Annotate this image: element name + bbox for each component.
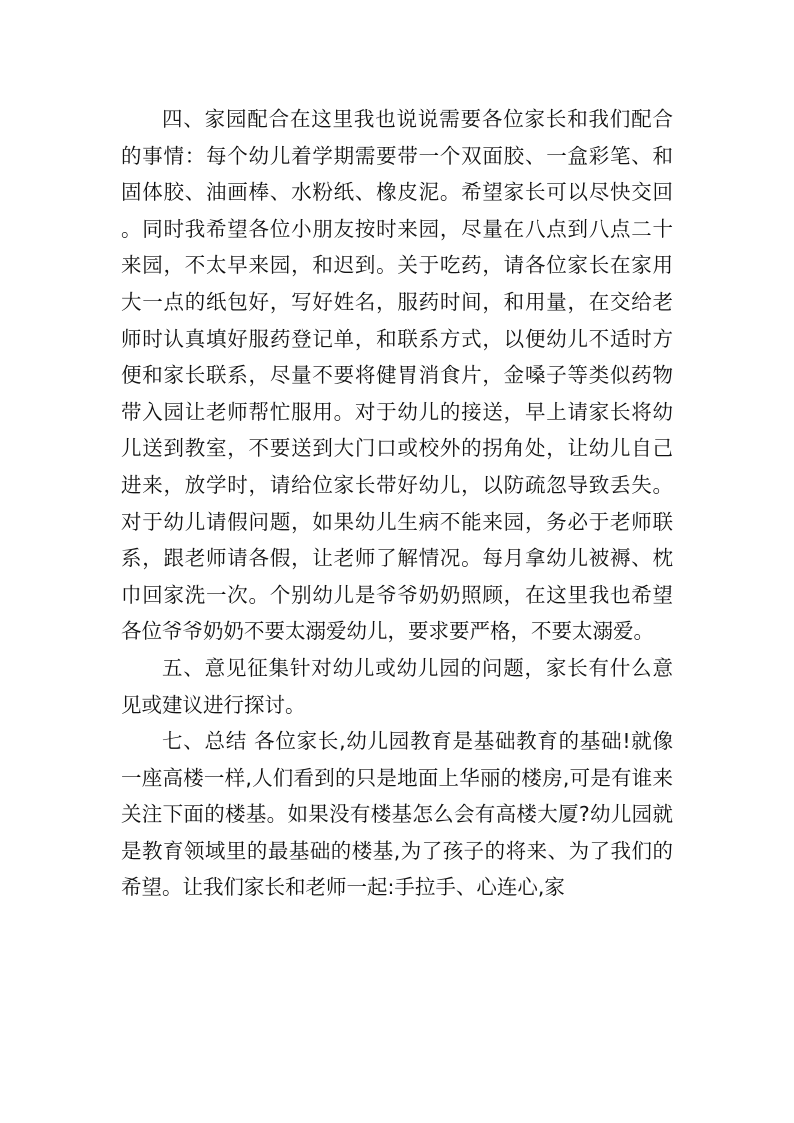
paragraph-summary: 七、总结 各位家长,幼儿园教育是基础教育的基础!就像一座高楼一样,人们看到的只是地面上华丽的楼房,可是有谁来关注下面的楼基。如果没有楼基怎么会有高楼大厦?幼儿园就是教育领域里的最基础的楼基,为了孩子的将来、为了我们的希望。让我们家长和老师一起:手拉手、心连心,家 — [121, 729, 673, 900]
paragraph-home-school-cooperation: 四、家园配合在这里我也说说需要各位家长和我们配合的事情：每个幼儿着学期需要带一个双面胶、一盒彩笔、和固体胶、油画棒、水粉纸、橡皮泥。希望家长可以尽快交回。同时我希望各位小朋友按时来园，尽量在八点到八点二十来园，不太早来园，和迟到。关于吃药，请各位家长在家用大一点的纸包好，写好姓名，服药时间，和用量，在交给老师时认真填好服药登记单，和联系方式，以便幼儿不适时方便和家长联系，尽量不要将健胃消食片，金嗓子等类似药物带入园让老师帮忙服用。对于幼儿的接送，早上请家长将幼儿送到教室，不要送到大门口或校外的拐角处，让幼儿自己进来，放学时，请给位家长带好幼儿，以防疏忽导致丢失。对于幼儿请假问题，如果幼儿生病不能来园，务必于老师联系，跟老师请各假，让老师了解情况。每月拿幼儿被褥、枕巾回家洗一次。个别幼儿是爷爷奶奶照顾，在这里我也希望各位爷爷奶奶不要太溺爱幼儿，要求要严格，不要太溺爱。 — [121, 107, 673, 644]
paragraph-opinion-collection: 五、意见征集针对幼儿或幼儿园的问题，家长有什么意见或建议进行探讨。 — [121, 655, 673, 717]
document-body — [121, 101, 673, 906]
